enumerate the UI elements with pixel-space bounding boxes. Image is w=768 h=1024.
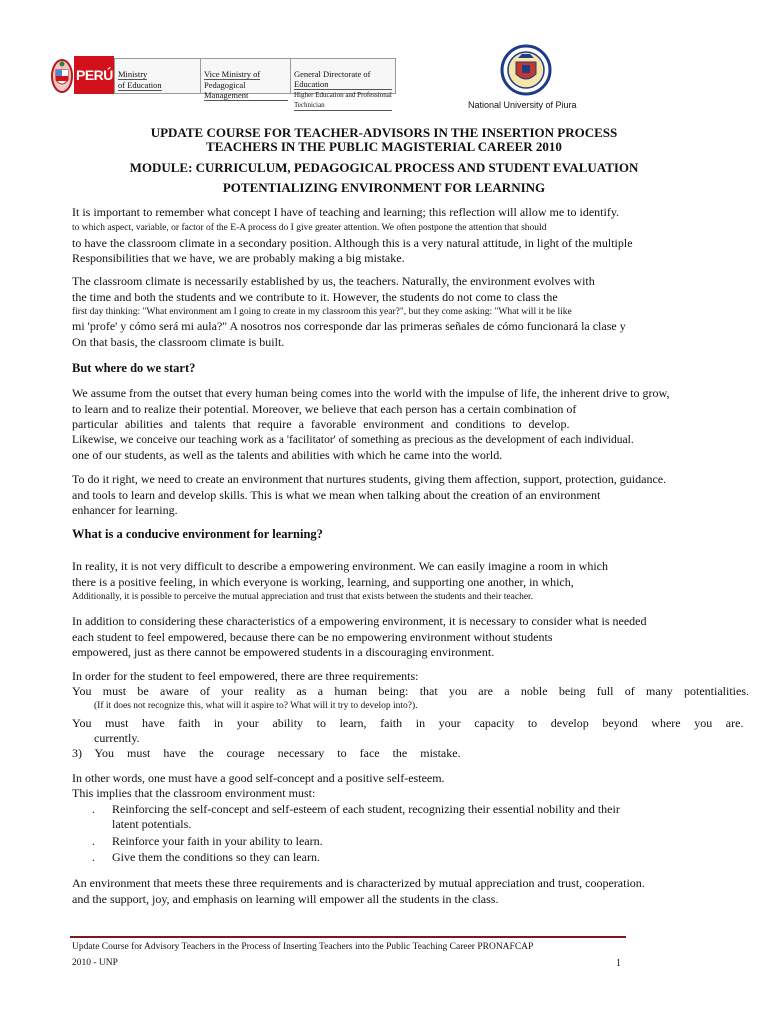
paragraph-3-line: to learn and to realize their potential. Moreover, we believe that each person has a certain combination of — [72, 401, 577, 416]
paragraph-6-line: In addition to considering these characteristics of a empowering environment, it is necessary to consider what is needed — [72, 614, 647, 628]
general-directorate-box — [290, 58, 396, 109]
paragraph-3-line: particular abilities and talents that require a favorable environment and conditions to develop. — [72, 417, 570, 431]
paragraph-5-line: In reality, it is not very difficult to describe a empowering environment. We can easily imagine a room in which — [72, 559, 608, 573]
paragraph-8-line-2: This implies that the classroom environment must: — [72, 786, 316, 800]
peru-logo: PERÚ — [74, 56, 114, 94]
paragraph-3-line: one of our students, as well as the talents and abilities with which he came into the world. — [72, 448, 503, 462]
ministry-line-2: of Education — [118, 80, 162, 90]
paragraph-1-line: to which aspect, variable, or factor of the E-A process do I give greater attention. We often postpone the attention that should — [72, 222, 547, 233]
heading-conducive-environment: What is a conducive environment for learning? — [72, 527, 323, 541]
heading-where-to-start: But where do we start? — [72, 361, 196, 375]
bullet-item-1-continuation: latent potentials. — [112, 817, 192, 831]
paragraph-3 — [72, 386, 672, 464]
bullet-mark: . — [92, 802, 95, 816]
paragraph-8-line-1: In other words, one must have a good self-concept and a positive self-esteem. — [72, 771, 445, 785]
paragraph-2-line: first day thinking: "What environment am I going to create in my classroom this year?", but they come asking: "What will it be like — [72, 307, 572, 317]
footer-course-line: Update Course for Advisory Teachers in the Process of Inserting Teachers into the Public Teaching Career PRONAFCAP — [72, 942, 534, 952]
bullet-item-3: Give them the conditions so they can learn. — [112, 850, 320, 864]
requirement-1-note: (If it does not recognize this, what will it aspire to? What will it try to develop into?). — [94, 701, 418, 711]
section-title: POTENTIALIZING ENVIRONMENT FOR LEARNING — [222, 180, 546, 195]
paragraph-2-line: On that basis, the classroom climate is built. — [72, 334, 285, 349]
paragraph-1 — [72, 205, 672, 267]
paragraph-6-line: empowered, just as there cannot be empowered students in a discouraging environment. — [72, 645, 495, 659]
paragraph-5-line: there is a positive feeling, in which everyone is working, learning, and supporting one another, in which, — [72, 574, 574, 589]
general-directorate-line-2: Higher Education and Professional Technician — [294, 91, 392, 109]
paragraph-2-line: the time and both the students and we contribute to it. However, the students do not come to class the — [72, 289, 558, 304]
ministry-line-1: Ministry — [118, 69, 148, 79]
paragraph-6 — [72, 614, 672, 661]
paragraph-1-line: Responsibilities that we have, we are probably making a big mistake. — [72, 251, 405, 265]
page-header — [0, 0, 768, 118]
bullet-mark: . — [92, 850, 95, 864]
coat-of-arms-icon — [50, 56, 74, 96]
paragraph-9-line: An environment that meets these three requirements and is characterized by mutual appreciation and trust, cooperation. — [72, 876, 645, 890]
bullet-item-1: Reinforcing the self-concept and self-esteem of each student, recognizing their essential nobility and their — [112, 802, 620, 816]
paragraph-3-line: Likewise, we conceive our teaching work as a 'facilitator' of something as precious as the development of each individual. — [72, 433, 634, 446]
module-title: MODULE: CURRICULUM, PEDAGOGICAL PROCESS AND STUDENT EVALUATION — [129, 160, 639, 175]
paragraph-2-line: The classroom climate is necessarily established by us, the teachers. Naturally, the environment evolves with — [72, 274, 595, 288]
footer-rule — [70, 936, 626, 938]
paragraph-4-line: enhancer for learning. — [72, 503, 178, 517]
paragraph-9-line: and the support, joy, and emphasis on learning will empower all the students in the class. — [72, 891, 499, 906]
paragraph-4-line: To do it right, we need to create an environment that nurtures students, giving them affection, support, protection, guidance. — [72, 472, 667, 486]
paragraph-1-line: to have the classroom climate in a secondary position. Although this is a very natural attitude, in light of the multiple — [72, 235, 633, 250]
footer-year-line: 2010 - UNP — [72, 958, 118, 968]
course-title-line-1: UPDATE COURSE FOR TEACHER-ADVISORS IN THE INSERTION PROCESS — [150, 125, 618, 140]
vice-ministry-line-2: Pedagogical Management — [204, 80, 288, 101]
university-crest-icon — [500, 44, 552, 96]
general-directorate-line-1: General Directorate of Education — [294, 69, 392, 90]
course-title-line-2: TEACHERS IN THE PUBLIC MAGISTERIAL CAREER 2010 — [206, 139, 562, 154]
paragraph-4-line: and tools to learn and develop skills. This is what we mean when talking about the creation of an environment — [72, 487, 601, 502]
paragraph-5-line: Additionally, it is possible to perceive the mutual appreciation and trust that exists between the students and their teacher. — [72, 592, 534, 602]
requirement-2-continuation: currently. — [94, 731, 140, 745]
vice-ministry-line-1: Vice Ministry of — [204, 69, 261, 79]
paragraph-4 — [72, 472, 672, 519]
university-name: National University of Piura — [468, 100, 577, 110]
requirement-3: 3) You must have the courage necessary to face the mistake. — [72, 746, 461, 760]
paragraph-9 — [72, 876, 672, 907]
bullet-item-2: Reinforce your faith in your ability to learn. — [112, 834, 323, 848]
paragraph-5 — [72, 559, 672, 606]
vice-ministry-box — [200, 58, 292, 100]
paragraph-2 — [72, 274, 672, 350]
requirement-2: You must have faith in your ability to learn, faith in your capacity to develop beyond where you are. — [72, 716, 744, 730]
bullet-mark: . — [92, 834, 95, 848]
requirements-intro: In order for the student to feel empowered, there are three requirements: — [72, 669, 419, 683]
requirement-1: You must be aware of your reality as a human being: that you are a noble being full of many potentialities. — [72, 684, 749, 698]
page-number: 1 — [616, 958, 621, 969]
paragraph-2-line: mi 'profe' y cómo será mi aula?" A nosotros nos corresponde dar las primeras señales de cómo funcionará la clase y — [72, 319, 626, 333]
paragraph-1-line: It is important to remember what concept I have of teaching and learning; this reflection will allow me to identify. — [72, 205, 620, 219]
paragraph-6-line: each student to feel empowered, because there can be no empowering environment without students — [72, 629, 553, 644]
paragraph-3-line: We assume from the outset that every human being comes into the world with the impulse of life, the inherent drive to grow, — [72, 386, 670, 400]
